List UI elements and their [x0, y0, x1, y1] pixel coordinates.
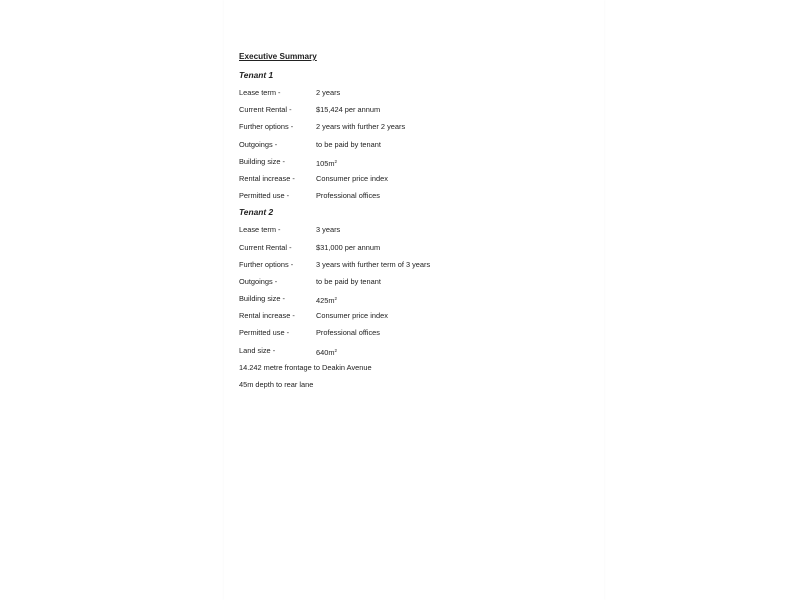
row-label: Current Rental - [239, 242, 292, 252]
tenant-1-current-rental [239, 101, 579, 118]
row-value: Consumer price index [316, 311, 388, 321]
row-label: Building size - [239, 294, 286, 304]
row-value: $15,424 per annum [316, 105, 381, 115]
tenant-1-further-options [239, 118, 579, 135]
executive-summary [239, 50, 579, 393]
tenant-2-lease-term [239, 221, 579, 238]
row-label: Permitted use - [239, 191, 290, 201]
row-label: Rental increase - [239, 311, 295, 321]
row-value: Professional offices [316, 328, 380, 338]
tenant-2-further-options [239, 256, 579, 273]
row-value [316, 290, 579, 307]
row-label: Building size - [239, 156, 286, 166]
area-value: 640m [316, 347, 335, 357]
tenant-2-land-size [239, 342, 579, 359]
tenant-1-title: Tenant 1 [239, 70, 274, 80]
row-label: Current Rental - [239, 105, 292, 115]
tenant-2-rental-increase [239, 307, 579, 324]
row-label: Permitted use - [239, 328, 290, 338]
row-value: to be paid by tenant [316, 276, 381, 286]
tenant-1-permitted-use [239, 187, 579, 204]
area-superscript: 2 [334, 158, 338, 164]
tenant-2-current-rental [239, 239, 579, 256]
row-label: Outgoings - [239, 276, 278, 286]
tenant-1-building-size [239, 153, 579, 170]
frontage-note: 14.242 metre frontage to Deakin Avenue [239, 362, 372, 372]
row-value: Consumer price index [316, 173, 388, 183]
row-label: Lease term - [239, 88, 281, 97]
row-value: $31,000 per annum [316, 242, 381, 252]
area-value: 105m [316, 158, 335, 168]
row-label: Further options - [239, 259, 294, 269]
tenant-2-permitted-use [239, 324, 579, 341]
row-value: 3 years [316, 225, 341, 235]
row-value [316, 153, 579, 170]
depth-note: 45m depth to rear lane [239, 380, 314, 389]
row-label: Further options - [239, 122, 294, 132]
summary-heading: Executive Summary [239, 52, 317, 61]
row-label: Rental increase - [239, 173, 295, 183]
row-label: Outgoings - [239, 139, 278, 149]
tenant-2-outgoings [239, 273, 579, 290]
row-value: Professional offices [316, 191, 380, 201]
row-label: Lease term - [239, 225, 281, 235]
area-superscript: 2 [334, 296, 338, 302]
tenant-1-rental-increase [239, 170, 579, 187]
row-value: 2 years with further 2 years [316, 122, 406, 132]
row-value: to be paid by tenant [316, 139, 381, 149]
tenant-2-building-size [239, 290, 579, 307]
area-value: 425m [316, 296, 335, 306]
tenant-2-title: Tenant 2 [239, 207, 274, 218]
row-value: 2 years [316, 88, 341, 97]
row-label: Land size - [239, 345, 276, 355]
tenant-1-outgoings [239, 136, 579, 153]
row-value [316, 342, 579, 359]
row-value: 3 years with further term of 3 years [316, 259, 431, 269]
area-superscript: 2 [334, 347, 338, 353]
tenant-1-lease-term [239, 84, 579, 101]
